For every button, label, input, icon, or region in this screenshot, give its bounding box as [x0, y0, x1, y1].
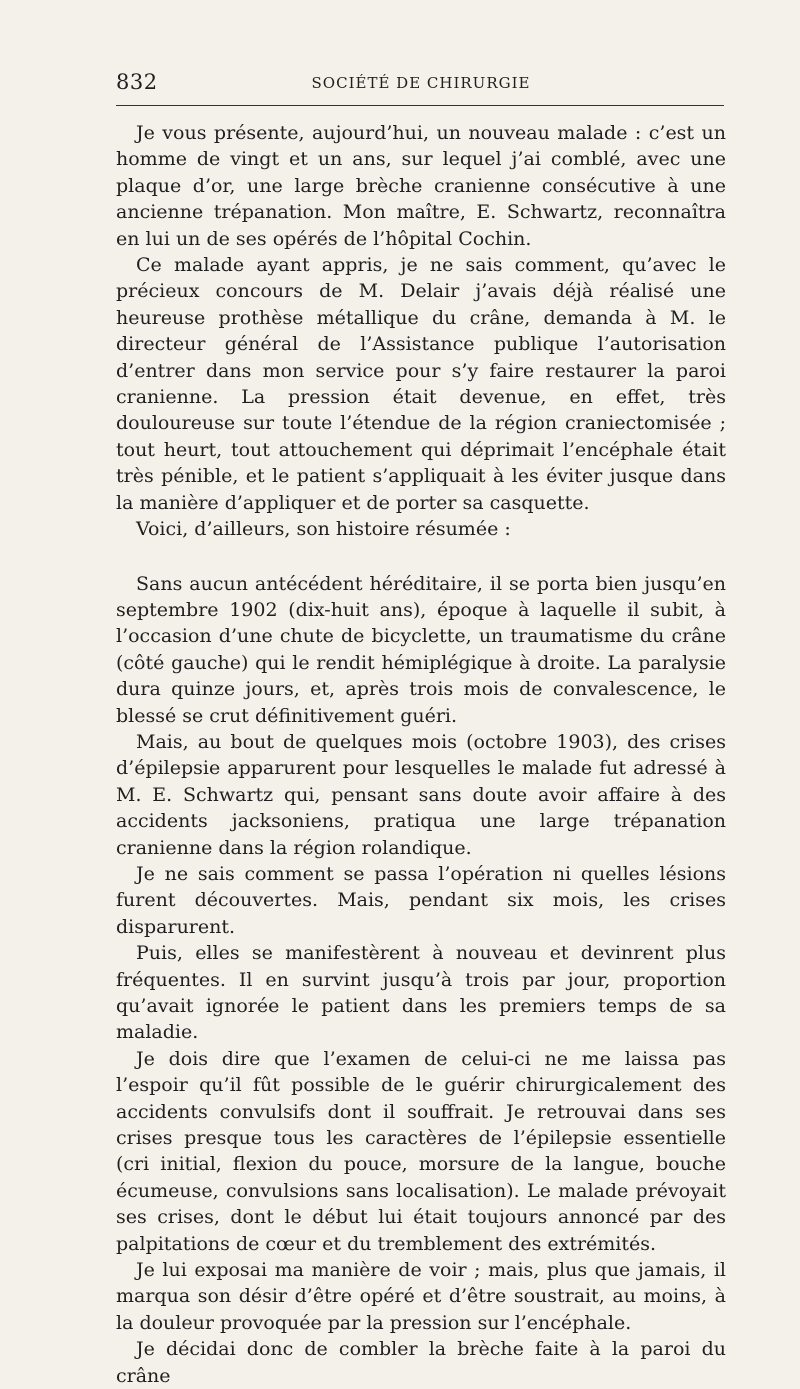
running-title: SOCIÉTÉ DE CHIRURGIE	[311, 74, 531, 92]
paragraph: Je dois dire que l’examen de celui-ci ne me laissa pas l’espoir qu’il fût possible de le guérir chirurgicalement des accidents convulsifs dont il souffrait. Je retrouvai dans ses crises presque tous les caractères de l’épilepsie essentielle (cri initial, flexion du pouce, morsure de la langue, bouche écumeuse, convulsions sans localisation). Le malade prévoyait ses crises, dont le début lui était toujours annoncé par des palpitations de cœur et du tremblement des extrémités.	[116, 1047, 726, 1255]
paragraph: Sans aucun antécédent héréditaire, il se porta bien jusqu’en septembre 1902 (dix-huit ans), époque à laquelle il subit, à l’occasion d’une chute de bicyclette, un traumatisme du crâne (côté gauche) qui le rendit hémiplégique à droite. La paralysie dura quinze jours, et, après trois mois de convalescence, le blessé se crut définitivement guéri.	[116, 572, 726, 727]
paragraph: Je vous présente, aujourd’hui, un nouveau malade : c’est un homme de vingt et un ans, sur lequel j’ai comblé, avec une plaque d’or, une large brèche cranienne consécutive à une ancienne trépanation. Mon maître, E. Schwartz, reconnaîtra en lui un de ses opérés de l’hôpital Cochin.	[116, 122, 726, 250]
page-body	[116, 120, 726, 1389]
paragraph: Je ne sais comment se passa l’opération ni quelles lésions furent découvertes. Mais, pendant six mois, les crises disparurent.	[116, 862, 726, 938]
page-header	[116, 62, 726, 102]
paragraph: Je lui exposai ma manière de voir ; mais, plus que jamais, il marqua son désir d’être opéré et d’être soustrait, au moins, à la douleur provoquée par la pression sur l’encéphale.	[116, 1259, 726, 1334]
paragraph: Voici, d’ailleurs, son histoire résumée :	[136, 518, 511, 541]
page-number: 832	[116, 70, 158, 94]
paragraph: Je décidai donc de combler la brèche faite à la paroi du crâne	[116, 1338, 726, 1387]
paragraph: Ce malade ayant appris, je ne sais comment, qu’avec le précieux concours de M. Delair j’avais déjà réalisé une heureuse prothèse métallique du crâne, demanda à M. le directeur général de l’Assistance publique l’autorisation d’entrer dans mon service pour s’y faire restaurer la paroi cranienne. La pression était devenue, en effet, très douloureuse sur toute l’étendue de la région craniectomisée ; tout heurt, tout attouchement qui déprimait l’encéphale était très pénible, et le patient s’appliquait à les éviter jusque dans la manière d’appliquer et de porter sa casquette.	[116, 254, 726, 514]
paragraph: Puis, elles se manifestèrent à nouveau et devinrent plus fréquentes. Il en survint jusqu’à trois par jour, proportion qu’avait ignorée le patient dans les premiers temps de sa maladie.	[116, 942, 726, 1044]
section-gap	[116, 543, 726, 571]
header-divider	[116, 105, 724, 106]
paragraph: Mais, au bout de quelques mois (octobre 1903), des crises d’épilepsie apparurent pour lesquelles le malade fut adressé à M. E. Schwartz qui, pensant sans doute avoir affaire à des accidents jacksoniens, pratiqua une large trépanation cranienne dans la région rolandique.	[116, 730, 726, 859]
